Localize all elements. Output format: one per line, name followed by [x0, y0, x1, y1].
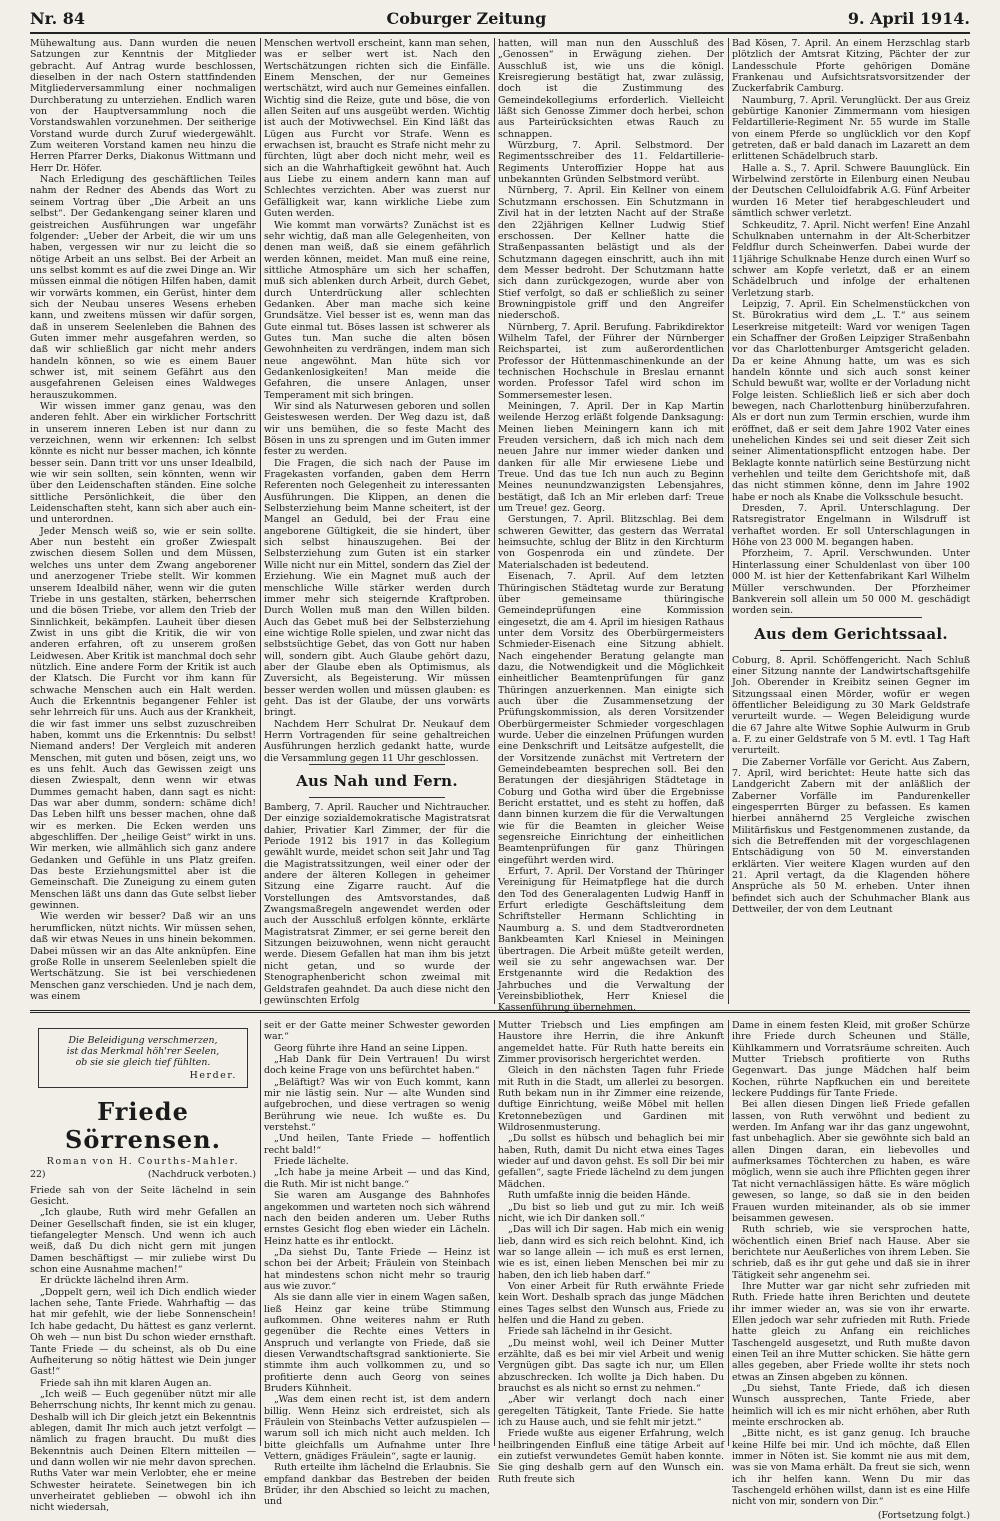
novel-paragraph: Friede lächelte. [274, 1156, 349, 1168]
novel-paragraph: „Du bist so lieb und gut zu mir. Ich weiß nicht, wie ich Dir danken soll.“ [498, 1201, 724, 1224]
novel-paragraph: „Hab Dank für Dein Vertrauen! Du wirst doch keine Frage von uns befürchtet haben.“ [264, 1054, 490, 1077]
motto-box [38, 1028, 248, 1088]
novel-paragraph: „Aber wir verlangt doch nach einer geregelten Tätigkeit, Tante Friede. Sie hatte ich zu Hause auch, und sie fehlt mir jetzt.“ [498, 1394, 724, 1429]
newspaper-name: Coburger Zeitung [386, 8, 547, 28]
news-item: Halle a. S., 7. April. Schwere Bauunglück. Ein Wirbelwind zerstörte in Eilenburg einen Neubau der Deutschen Celluloidfabrik A.G. Fünf Arbeiter wurden 16 Meter tief herabgeschleudert und sämtlich schwer verletzt. [732, 162, 970, 220]
novel-paragraph: Georg führte ihre Hand an seine Lippen. [274, 1042, 468, 1054]
news-item: Meiningen, 7. April. Der in Kap Martin weilende Herzog erläßt folgende Danksagung: Meinen lieben Meiningern kann ich mit Freuden versichern, daß ich mich nach dem neuen Jahre nur immer wieder danken und danken für alle Mir erwiesene Liebe und Treue. Und das tue Ich nun auch zu Beginn Meines neunundzwanzigsten Lebensjahres, bestätigt, daß Ich an Mir erleben darf: Treue um Treue! gez. Georg. [498, 401, 724, 515]
news-item: Nürnberg, 7. April. Berufung. Fabrikdirektor Wilhelm Tafel, der Führer der Nürnberger Reichspartei, ist zum außerordentlichen Professor der Hüttenmaschinenkunde an der technischen Hochschule in Breslau ernannt worden. Professor Tafel wird schon im Sommersemester lesen. [498, 321, 724, 401]
novel-paragraph: Friede wußte aus eigener Erfahrung, welch heilbringenden Einfluß eine tätige Arbeit auf ein zutiefst verwundetes Gemüt haben konnte. Sie ging deshalb gern auf den Wunsch ein. Ruth freute sich [498, 1428, 724, 1485]
novel-paragraph: „Du meinst wohl, weil ich Deiner Mutter erzählte, daß es bei mir viel Arbeit und wenig Vergnügen gibt. Das sagte ich nur, um Ellen abzuschrecken. Ich wollte ja Dich haben. Du brauchst es als nicht so ernst zu nehmen.“ [498, 1337, 724, 1394]
section-heading-nah-und-fern: Aus Nah und Fern. [296, 772, 458, 790]
novel-paragraph: „Da siehst Du, Tante Friede — Heinz ist schon bei der Arbeit; Fräulein von Steinbach hat mindestens schon nicht mehr so traurig aus wie zuvor.“ [264, 1246, 490, 1292]
masthead-rule [30, 32, 970, 34]
feuilleton-column-4 [732, 1020, 970, 1521]
section-heading-gerichtssaal: Aus dem Gerichtssaal. [754, 624, 948, 643]
novel-author: Roman von H. Courths-Mahler. [46, 1156, 240, 1167]
novel-paragraph: „Du sollst es hübsch und behaglich bei mir haben, Ruth, damit Du nicht etwa eines Tages wieder auf und davon gehst. Es soll Dir bei mir gefallen“, sagte Friede lächelnd zu dem jungen Mädchen. [498, 1133, 724, 1190]
motto-line: ob sie sie gleich tief fühlten. [75, 1057, 211, 1068]
motto-line: ist das Merkmal höh'rer Seelen, [66, 1046, 220, 1057]
news-item: Bamberg, 7. April. Raucher und Nichtraucher. Der einzige sozialdemokratische Magistratsrat dahier, Privatier Karl Zimmer, der für die Periode 1912 bis 1917 in das Kollegium gewählt wurde, meidet schon seit Jahr und Tag die Magistratssitzungen, weil einer oder der andere der älteren Kollegen in geheimer Sitzung eine Zigarre raucht. Auf die Vorstellungen des Amtsvorstandes, daß Zwangsmaßregeln angewendet werden oder auch der Ausschluß erfolgen könnte, erklärte Magistratsrat Zimmer, er sei gerne bereit den Sitzungen beizuwohnen, wenn nicht geraucht werde. Diesem Gefallen hat man ihm bis jetzt nicht getan, und so wurde der Stenographenbericht schon zweimal mit Geldstrafen geahndet. Da auch diese nicht den gewünschten Erfolg [264, 802, 490, 1006]
news-item: hatten, will man nun den Ausschluß des „Genossen“ in Erwägung ziehen. Der Ausschluß ist, wie uns die königl. Kreisregierung bestätigt hat, zwar zulässig, doch ist die Zustimmung des Gemeindekollegiums erforderlich. Vielleicht läßt sich Genosse Zimmer doch herbei, schon aus Parteirücksichten etwas Rauch zu schnappen. [498, 38, 724, 140]
article-paragraph: Mühewaltung aus. Dann wurden die neuen Satzungen zur Kenntnis der Mitglieder gebracht. Auf Antrag wurde beschlossen, dieselben in der nach Ostern stattfindenden Mitgliederversammlung einer nochmaligen Durchberatung zu unterziehen. Endlich waren von der Hauptversammlung noch die Vorstandswahlen vorzunehmen. Der seitherige Vorstand wurde durch Zuruf wiedergewählt. Zum weiteren Vorstand kamen neu hinzu die Herren Pfarrer Derks, Diakonus Wittmann und Herr Dr. Höfer. [30, 38, 256, 174]
feuilleton-column-3 [498, 1020, 724, 1485]
news-item: Würzburg, 7. April. Selbstmord. Der Regimentsschreiber des 11. Feldartillerie-Regiments Unteroffizier Hoppe hat aus unbekannten Gründen Selbstmord verübt. [498, 140, 724, 186]
novel-paragraph: Sie waren am Ausgange des Bahnhofes angekommen und warteten noch sich während nach den beiden anderen um. Ueber Ruths ernstes Gesicht flog eben wieder ein Lächeln. Heinz hatte es ihr entlockt. [264, 1190, 490, 1247]
novel-paragraph: „Ich glaube, Ruth wird mehr Gefallen an Deiner Gesellschaft finden, sie ist ein kluger, tiefangelegter Mensch. Und wenn ich auch weiß, daß Du dich nicht gern mit jungen Damen beschäftigst — mir zuliebe wirst Du schon eine Ausnahme machen!“ [30, 1207, 256, 1276]
article-paragraph: Wir sind als Naturwesen geboren und sollen Geisteswesen werden. Der Weg dazu ist, daß wir uns bemühen, die so feste Macht des Bösen in uns zu sprengen und im Guten immer fester zu werden. [264, 401, 490, 458]
section-rule [309, 764, 445, 765]
article-paragraph: Die Fragen, die sich nach der Pause im Fragekasten vorfanden, gaben dem Herrn Referenten noch Gelegenheit zu interessanten Ausführungen. Die Klippen, an denen die Selbsterziehung beim Manne scheitert, ist der Mangel an Geduld, bei der Frau eine angeborene Gültigkeit, die sie hindert, über sich selbst hinauszugehen. Bei der Selbsterziehung zum Guten ist ein starker Wille nicht nur ein Mittel, sondern das Ziel der Erziehung. Wie ein Magnet muß auch der menschliche Wille stärker werden durch immer mehr sich steigernde Kraftproben. Durch Wollen muß man den Willen bilden. Auch das Gebet muß bei der Selbsterziehung eine wichtige Rolle spielen, und zwar nicht das selbstsüchtige Gebet, das von Gott nur haben will, sondern gibt. Auch Glaube gehört dazu, aber der Glaube eben als Optimismus, als Zuversicht, als Begeisterung. Wir müssen besser werden wollen und müssen glauben: es geht. Das ist der Glaube, der uns vorwärts bringt. [264, 457, 490, 719]
novel-paragraph: „Das will ich Dir sagen. Hab mich ein wenig lieb, dann wird es sich reich belohnt. Kind, ich war so lange allein — ich muß es erst lernen, wie es ist, einen lieben Menschen bei mir zu haben, den ich lieb haben darf.“ [498, 1224, 724, 1281]
news-item: Leipzig, 7. April. Ein Schelmenstückchen von St. Bürokratius wird dem „L. T.“ aus seinem Leserkreise mitgeteilt: Ward vor wenigen Tagen ein Schaffner der Großen Leipziger Straßenbahn vor das Charlottenburger Amtsgericht geladen. Da er keine Ahnung hatte, um was es sich handeln könnte und sich auch sonst keiner Schuld bewußt war, wollte er der Vorladung nicht Folge leisten. Schließlich ließ er sich aber doch bewegen, nach Charlottenburg hinüberzufahren. Als er dort nun zum Termin erschien, wurde ihm eröffnet, daß er seit dem Jahre 1902 Vater eines unehelichen Kindes sei und seit dieser Zeit sich seiner Alimentationspflicht entzogen habe. Der Beklagte konnte natürlich seine Bestürzung nicht verhehlen und teilte dem Gerichtshofe mit, daß das nicht stimmen könne, denn im Jahre 1902 habe er noch als Knabe die Volksschule besucht. [732, 298, 970, 503]
article-paragraph: Menschen wertvoll erscheint, kann man sehen, was er selber wert ist. Nach den Wertschätzungen richten sich die Einfälle. Einem Menschen, der nur Gemeines wertschätzt, wird auch nur Gemeines einfallen. Wichtig sind die Reize, gute und böse, die von allen Seiten auf uns ausgeübt werden. Wichtig ist auch der Motivwechsel. Ein Kind läßt das Lügen aus Furcht vor Strafe. Wenn es erwachsen ist, braucht es Strafe nicht mehr zu fürchten, lügt aber doch nicht mehr, weil es sich an die Wahrhaftigkeit gewöhnt hat. Auch aus Liebe zu einem andern kann man auf Schlechtes verzichten. Aber was zuerst nur Gefälligkeit war, kann wirkliche Liebe zum Guten werden. [264, 38, 490, 220]
novel-paragraph: Ruth umfaßte innig die beiden Hände. [508, 1190, 691, 1202]
column-divider [260, 1020, 261, 1446]
feuilleton-column-1 [30, 1020, 256, 1514]
article-paragraph: Wir wissen immer ganz genau, was den anderen fehlt. Aber ein wirklicher Fortschritt in unserem inneren Leben ist nur dann zu verzeichnen, wenn wir erkennen: Ich selbst könnte es nicht nur besser machen, ich könnte besser sein. Dann tritt vor uns unser Idealbild, wie wir sein sollten, sein könnten, wenn wir über den Leidenschaften ständen. Eine solche sittliche Persönlichkeit, die über den Leidenschaften steht, kann sich aber auch ein- und unterordnen. [30, 401, 256, 526]
novel-paragraph: „Bitte nicht, es ist ganz genug. Ich brauche keine Hilfe bei mir. Und ich möchte, daß Ellen immer in Nöten ist. Sie kommt nie aus mit dem, was sie von Mama erhält. Da freut sie sich, wenn ich ihr helfen kann. Wenn Du mir das Taschengeld erhöhen willst, dann ist es eine Hilfe nicht von mir, sondern von Dir.“ [732, 1428, 970, 1508]
article-paragraph: Jeder Mensch weiß so, wie er sein sollte. Aber nun besteht ein großer Zwiespalt zwischen diesem Sollen und dem Müssen, welches uns unter dem Zwang angeborener und anerzogener Triebe stellt. Wir kommen unserem Idealbild näher, wenn wir die guten Triebe in uns gestalten, stärken, beherrschen und die bösen Triebe, vor allem den Trieb der Sinnlichkeit, bekämpfen. Lauheit über diesen Zwist in uns gibt die Kritik, die wir von anderen erfahren, oft zu unserem großen Leidwesen. Aber Kritik ist manchmal doch sehr nützlich. Eine andere Form der Kritik ist auch der Klatsch. Die Furcht vor ihm kann für schwache Menschen auch ein Halt werden. Auch die Erkenntnis begangener Fehler ist sehr lehrreich für uns. Auch aus der Krankheit, die wir fast immer uns selbst zuzuschreiben haben, kommt uns die Erkenntnis: Du selbst! Niemand anders! Der Vergleich mit anderen Menschen, mit guten und bösen, zeigt uns, wo es uns fehlt. Auch das Gewissen zeigt uns diesen Zwiespalt, denn wenn wir etwas Dummes gemacht haben, dann sagt es nicht: Das war aber dumm, sondern: schäme dich! Das Leben hilft uns besser machen, ohne daß wir es merken. Die Ecken werden uns abgeschliffen. Der „heilige Geist“ wirkt in uns. Wir merken, wie allmählich sich ganz andere Gedanken und Gefühle in uns Platz greifen. Das beste Erziehungsmittel aber ist die Gemeinschaft. Die Zuneigung zu einem guten Menschen läßt uns dann das Gute selbst lieber gewinnen. [30, 525, 257, 912]
novel-title: Friede Sörrensen. [65, 1097, 221, 1154]
novel-paragraph: Gleich in den nächsten Tagen fuhr Friede mit Ruth in die Stadt, um allerlei zu besorgen. Ruth bekam nun in ihr Zimmer eine reizende, duftige Einrichtung, weiße Möbel mit hellen Kretonnebezügen und Gardinen mit Wildrosenmusterung. [498, 1065, 724, 1134]
column-3 [498, 38, 724, 1014]
novel-paragraph: seit er der Gatte meiner Schwester geworden war.“ [264, 1020, 490, 1043]
court-item: Coburg, 8. April. Schöffengericht. Nach Schluß einer Sitzung nannte der Landwirtschaftsgehilfe Joh. Oberender in Kreibitz seinen Gegner im Sitzungssaal einen Mörder, wofür er wegen öffentlicher Beleidigung zu 30 Mark Geldstrafe verurteilt wurde. — Wegen Beleidigung wurde die 67 Jahre alte Witwe Sophie Aulwurm in Grub a. F. zu einer Geldstrafe von 5 M. evtl. 1 Tag Haft verurteilt. [732, 654, 970, 757]
continuation-notice: (Fortsetzung folgt.) [877, 1509, 970, 1521]
novel-paragraph: Ihre Mutter war gar nicht sehr zufrieden mit Ruth. Friede hatte ihren Berichten und deutete ihr immer wieder an, was sie von ihr erwarte. Ellen jedoch war sehr zufrieden mit Ruth. Friede hatte gleich zu Anfang ein reichliches Taschengeld ausgesetzt, und Ruth mußte davon einen Teil an ihre Mutter schicken. Sie hätte gern alles gegeben, aber Friede wollte ihr stets noch etwas an Zinsen abgeben zu können. [732, 1280, 970, 1383]
news-item: Nürnberg, 7. April. Ein Kellner von einem Schutzmann erschossen. Ein Schutzmann in Zivil hat in der letzten Nacht auf der Straße den 22jährigen Kellner Ludwig Stief erschossen. Der Kellner hatte die Straßenpassanten belästigt und als der Schutzmann dagegen einschritt, auch ihn mit dem Messer bedroht. Der Schutzmann hatte sich dann zurückgezogen, wurde aber von Stief verfolgt, so daß er schließlich zu seiner Browningpistole griff und den Angreifer niederschoß. [498, 185, 724, 322]
column-1 [30, 38, 256, 1004]
news-item: Schkeuditz, 7. April. Nicht werfen! Eine Anzahl Schulknaben unternahm in der Alt-Scherbitzer Feldflur durch Scheinwerfen. Dabei wurde der 11jährige Schulknabe Henze durch einen Wurf so schwer am Kopfe verletzt, daß er an einem Schädelbruch und infolge der erhaltenen Verletzung starb. [732, 219, 970, 299]
novel-paragraph: Friede sah von der Seite lächelnd in sein Gesicht. [30, 1184, 256, 1208]
novel-paragraph: „Ich habe ja meine Arbeit — und das Kind, die Ruth. Mir ist nicht bange.“ [264, 1167, 490, 1190]
section-rule [780, 617, 923, 618]
novel-paragraph: Friede sah lächelnd in ihr Gesicht. [508, 1326, 673, 1338]
motto-line: Die Beleidigung verschmerzen, [68, 1035, 218, 1046]
masthead [30, 6, 970, 30]
news-item: Dresden, 7. April. Unterschlagung. Der Ratsregistrator Engelmann in Wilsdruff ist verhaftet worden. Er soll Unterschlagungen in Höhe von 23 000 M. begangen haben. [732, 503, 970, 549]
novel-meta [30, 1169, 256, 1180]
novel-paragraph: Mutter Triebsch und Lies empfingen am Haustore ihre Herrin, die ihre Ankunft angemeldet hatte. Für Ruth hatte bereits ein Zimmer provisorisch hergerichtet werden. [498, 1020, 724, 1066]
news-item: Bad Kösen, 7. April. An einem Herzschlag starb plötzlich der Amtsrat Kitzing, Pächter der zur Landesschule Pforte gehörigen Domäne Frankenau und Aufsichtsratsvorsitzender der Zuckerfabrik Camburg. [732, 38, 970, 95]
column-2 [264, 38, 490, 1004]
column-divider [728, 38, 729, 1004]
novel-paragraph: Von einer Arbeit für Ruth erwähnte Friede kein Wort. Deshalb sprach das junge Mädchen eines Tages selbst den Wunsch aus, Friede zu helfen und die Hand zu geben. [498, 1280, 724, 1326]
news-item: Erfurt, 7. April. Der Vorstand der Thüringer Vereinigung für Heimatpflege hat die durch den Tod des Generalagenten Ludwig Hanff in Erfurt erledigte Geschäftsleitung dem Schriftsteller Hermann Schlichting in Naumburg a. S. und dem Stadtverordneten Bankbeamten Karl Kniesel in Meiningen übertragen. Die Arbeit müßte geteilt werden, weil sie zu sehr angewachsen war. Der Erstgenannte wird die Redaktion des Jahrbuches und die Verwaltung der Vereinsbibliothek, Herr Kniesel die Kassenführung übernehmen. [498, 866, 724, 1014]
novel-paragraph: Er drückte lächelnd ihren Arm. [40, 1275, 189, 1287]
article-paragraph: Wie werden wir besser? Daß wir an uns herumflicken, nützt nichts. Wir müssen sehen, daß wir etwas Neues in uns hinein bekommen. Dabei müssen wir an das Alte anknüpfen. Eine große Rolle in unserem Seelenleben spielt die Wertschätzung. Sie ist bei verschiedenen Menschen ganz verschieden. Und je nach dem, was einem [30, 911, 256, 1002]
novel-paragraph: Friede sah ihn mit klaren Augen an. [40, 1377, 212, 1389]
feuilleton-column-2 [264, 1020, 490, 1508]
court-item: Die Zaberner Vorfälle vor Gericht. Aus Zabern, 7. April, wird berichtet: Heute hatte sich das Landgericht Zabern mit der anläßlich der Zaberner Vorfälle im Pandurenkeller eingesperrten Bürger zu befassen. Es kamen hierbei annähernd 25 Vergleiche zwischen Militärfiskus und Festgenommenen zustande, da sich die Betreffenden mit der vorgeschlagenen Entschädigung von 50 M. einverstanden erklärten. Vier weitere Klagen wurden auf den 21. April vertagt, da die Klagenden höhere Ansprüche als 50 M. erheben. Unter ihnen befindet sich auch der Schuhmacher Blank aus Dettweiler, der von dem Leutnant [732, 756, 970, 916]
novel-paragraph: Ruth schrieb, wie sie versprochen hatte, wöchentlich einen Brief nach Hause. Aber sie berichtete nur Aeußerliches von ihrem Leben. Sie schrieb, daß es ihr gut gehe und daß sie in ihrer Tätigkeit sehr angenehm sei. [732, 1224, 970, 1281]
installment-number: 22) [30, 1169, 46, 1181]
reprint-notice: (Nachdruck verboten.) [147, 1169, 256, 1181]
article-paragraph: Nachdem Herr Schulrat Dr. Neukauf dem Herrn Vortragenden für seine gehaltreichen Ausführungen herzlich gedankt hatte, wurde die Versammlung gegen 11 Uhr geschlossen. [264, 718, 490, 764]
column-4 [732, 38, 970, 1004]
novel-paragraph: „Beläftigt? Was wir von Euch kommt, kann mir nie lästig sein. Nur — alte Wunden sind aufgebrochen, und diese vertragen so wenig Berührung wie neue. Ich wußte es. Du verstehst.“ [264, 1076, 490, 1134]
motto-author: Herder. [189, 1070, 237, 1081]
article-paragraph: Wie kommt man vorwärts? Zunächst ist es sehr wichtig, daß man alle Gelegenheiten, von denen man weiß, daß sie einem gefährlich werden können, meidet. Man muß eine reine, sittliche Atmosphäre um sich her schaffen, muß sich ablenken durch Arbeit, durch Gebet, durch Unterdrückung aller schlechten Gedanken. Aber man mache sich keine Grundsätze. Viel besser ist es, wenn man das Gute einmal tut. Böses lassen ist schwerer als Gutes tun. Man suche die alten bösen Gewohnheiten zu verdrängen, indem man sich neue angewöhnt. Man hüte sich vor Gedankenlosigkeiten! Man meide die Gefahren, die unsere Anlagen, unser Temperament mit sich bringen. [264, 219, 490, 401]
novel-paragraph: Als sie dann alle vier in einem Wagen saßen, ließ Heinz gar keine trübe Stimmung aufkommen. Ohne weiteres nahm er Ruth gegenüber die Rechte eines Vetters in Anspruch und verlangte von Friede, daß sie diesen Verwandtschaftsgrad sanktionierte. Sie stimmte ihm auch vollkommen zu, und so profitierte denn auch Georg von seines Bruders Kühnheit. [264, 1292, 490, 1394]
column-divider [260, 38, 261, 1004]
feuilleton-separator [30, 1010, 970, 1017]
novel-paragraph: „Ich weiß — Euch gegenüber nützt mir alle Beherrschung nichts, Ihr kennt mich zu genau. Deshalb will ich Dir gleich jetzt ein Bekenntnis ablegen, damit Ihr mich auch jetzt verfolgt — nämlich zu fragen braucht. Du mußt dies Bekenntnis auch Deinen Eltern mitteilen — und dann wollen wir nie mehr davon sprechen. Ruths Vater war mein Verlobter, ehe er meine Schwester heiratete. Seinetwegen bin ich unverheiratet geblieben — obwohl ich ihn nicht wiedersah, [30, 1388, 256, 1514]
column-divider [728, 1020, 729, 1446]
article-paragraph: Nach Erledigung des geschäftlichen Teiles nahm der Redner des Abends das Wort zu seinem Vortrag über „Die Arbeit an uns selbst“. Der Gedankengang seiner klaren und geistreichen Ausführungen war ungefähr folgender: „Ueber der Arbeit, die wir um uns haben, vergessen wir nur zu leicht die so nötige Arbeit an uns selbst. Bei der Arbeit an uns selbst kommt es auf die zwei Dinge an. Wir müssen einmal die nötigen Hilfen haben, damit wir vorwärts kommen, ein Gerüst, hinter dem sich der Neubau unseres Wesens erheben kann, und zweitens müssen wir dafür sorgen, daß in unserem Seelenleben die Bahnen des Guten immer mehr ausgefahren werden, so daß wir schließlich gar nicht mehr anders handeln können, so wie es einem Bauer schwer ist, mit seinem Gefährt aus den ausgefahrenen Geleisen eines Waldweges herauszukommen. [30, 174, 256, 401]
novel-paragraph: „Was dem einen recht ist, ist dem andern billig. Wenn Heinz sich erdreistet, sich als Fräulein von Steinbachs Vetter aufzuspielen — warum soll ich mich nicht auch melden. Ich bitte gleichfalls um Aufnahme unter Ihre Vettern, gnädiges Fräulein“, sagte er launig. [264, 1394, 490, 1463]
column-divider [494, 38, 495, 1004]
news-item: Gerstungen, 7. April. Blitzschlag. Bei dem schweren Gewitter, das gestern das Werratal heimsuchte, schlug der Blitz in den Kirchturm von Gospenroda ein und zündete. Der Materialschaden ist bedeutend. [498, 514, 724, 571]
issue-number: Nr. 84 [30, 8, 85, 28]
novel-paragraph: Bei allen diesen Dingen ließ Friede gefallen lassen, von Ruth verwöhnt und bedient zu werden. Im Anfang war ihr das ganz ungewohnt, fast unbehaglich. Aber sie gewöhnte sich bald an allen Dingen daran, ein liebevolles und aufmerksames Töchterchen zu haben, es wäre möglich, wenn sie auch ihre Pflichten gegen ihrer Tat nicht vernachlässigen hätte. Es wäre möglich gewesen, so lange, so daß sie in den beiden Frauen wurden miteinander, als ob sie immer beisammen gewesen. [732, 1099, 970, 1224]
novel-paragraph: Dame in einem festen Kleid, mit großer Schürze ihre Friede durch Scheunen und Ställe, Kühlkammern und Vorratsräume schreiten. Auch Mutter Triebsch profitierte von Ruths Gegenwart. Das junge Mädchen half beim Kochen, rührte Napfkuchen ein und bereitete leckere Puddings für Tante Friede. [732, 1020, 970, 1100]
news-item: Pforzheim, 7. April. Verschwunden. Unter Hinterlassung einer Schuldenlast von über 100 000 M. ist hier der Kettenfabrikant Karl Wilhelm Müller verschwunden. Der Pforzheimer Bankverein soll allein um 50 000 M. geschädigt worden sein. [732, 548, 970, 617]
column-divider [494, 1020, 495, 1446]
novel-paragraph: „Doppelt gern, weil ich Dich endlich wieder lachen sehe, Tante Friede. Wahrhaftig — das hat mir gefehlt, wie der liebe Sonnenschein! Ich habe gedacht, Du hättest es ganz verlernt. Oh weh — nun bist Du schon wieder ernsthaft. Tante Friede — du scheinst, als ob Du eine Aufheiterung so nötig hättest wie Dein junger Gast!“ [30, 1286, 256, 1378]
novel-paragraph: „Du siehst, Tante Friede, daß ich diesen Wunsch aussprechen, Tante Friede, aber heimlich will ich es mir nicht erhöhen, aber Ruth meinte erschrocken ab. [732, 1383, 970, 1429]
news-item: Naumburg, 7. April. Verunglückt. Der aus Greiz gebürtige Kanonier Zimmermann vom hiesigen Feldartillerie-Regiment Nr. 55 wurde im Stalle von einem Pferde so unglücklich vor den Kopf getreten, daß er bald danach im Lazarett an dem erlittenen Schädelbruch starb. [732, 94, 970, 163]
novel-paragraph: „Und heilen, Tante Friede — hoffentlich recht bald!“ [264, 1133, 490, 1156]
novel-paragraph: Ruth erteilte ihm lächelnd die Erlaubnis. Sie empfand dankbar das Bestreben der beiden Brüder, ihr den Abschied so leicht zu machen, und [264, 1462, 490, 1508]
news-item: Eisenach, 7. April. Auf dem letzten Thüringischen Städtetag wurde zur Beratung über gemeinsame thüringische Gemeindeprüfungen eine Kommission eingesetzt, die am 4. April im hiesigen Rathaus unter dem Vorsitz des Oberbürgermeisters Schmieder-Eisenach eine Sitzung abhielt. Nach eingehender Beratung gelangte man dazu, die Notwendigkeit und die Möglichkeit einheitlicher Beamtenprüfungen für ganz Thüringen anzuerkennen. Man einigte sich auch über die Zusammensetzung der Prüfungskommission, als deren Vorsitzender Oberbürgermeister Schmieder vorgeschlagen wurde. Ueber die einzelnen Prüfungen wurden eine Denkschrift und Leitsätze aufgestellt, die der Vorsitzende zunächst mit Vertretern der Gemeindebeamten besprechen soll. Bei den Beratungen der diesjährigen Städtetage in Coburg und Gotha wird über die Ergebnisse Bericht erstattet, und es steht zu hoffen, daß dann binnen kurzem die für die Verwaltungen wie für die Beamten in gleicher Weise segensreiche Einrichtung der einheitlichen Beamtenprüfungen für ganz Thüringen eingeführt werden wird. [498, 571, 724, 866]
issue-date: 9. April 1914. [847, 8, 970, 28]
